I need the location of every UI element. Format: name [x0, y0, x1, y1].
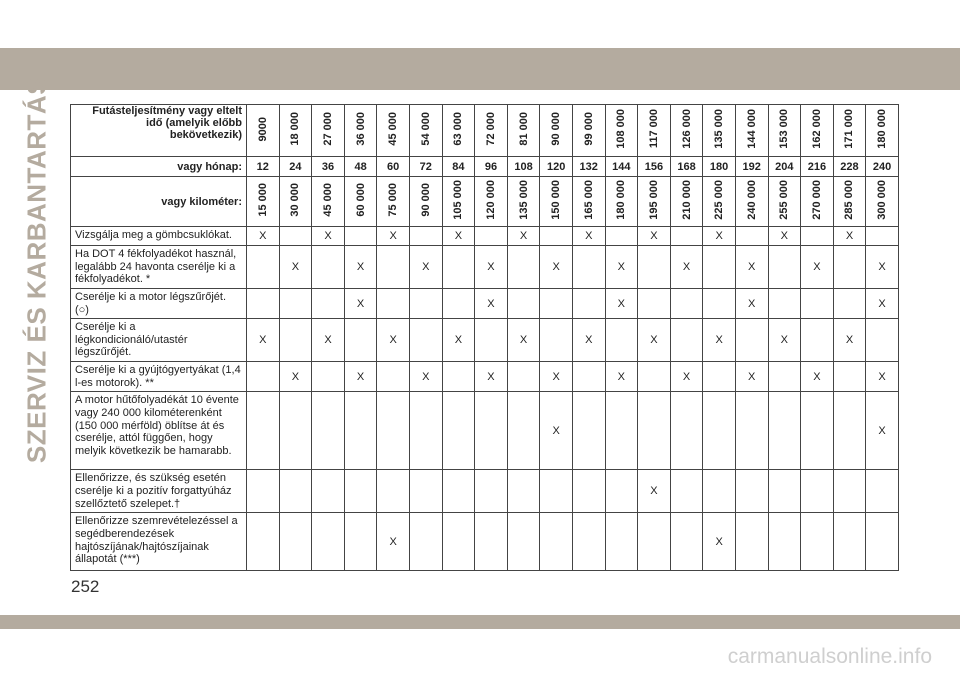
schedule-mark: [475, 513, 508, 571]
schedule-mark: X: [540, 246, 573, 289]
schedule-mark: [768, 246, 801, 289]
mileage-cell: [768, 105, 801, 157]
task-description: Vizsgálja meg a gömbcsuklókat.: [71, 227, 247, 246]
month-cell: 72: [409, 157, 442, 177]
schedule-mark: [605, 392, 638, 470]
mileage-cell: [866, 105, 899, 157]
schedule-mark: [442, 246, 475, 289]
month-cell: 24: [279, 157, 312, 177]
schedule-mark: [247, 392, 280, 470]
mileage-value: 153 000: [778, 109, 791, 149]
mileage-value: 162 000: [810, 109, 823, 149]
schedule-mark: [833, 513, 866, 571]
task-description: Cserélje ki a motor légszűrőjét. (○): [71, 288, 247, 318]
schedule-mark: [670, 470, 703, 513]
schedule-mark: [703, 246, 736, 289]
schedule-mark: [572, 246, 605, 289]
km-cell: [312, 177, 345, 227]
schedule-mark: [312, 392, 345, 470]
schedule-mark: [833, 362, 866, 392]
km-cell: [247, 177, 280, 227]
schedule-mark: [442, 513, 475, 571]
mileage-value: 90 000: [550, 112, 563, 146]
mileage-cell: [377, 105, 410, 157]
schedule-mark: [377, 362, 410, 392]
schedule-mark: [540, 513, 573, 571]
schedule-mark: [409, 392, 442, 470]
schedule-mark: [540, 470, 573, 513]
schedule-mark: [279, 227, 312, 246]
schedule-mark: [670, 288, 703, 318]
km-value: 300 000: [876, 180, 889, 220]
schedule-mark: [442, 362, 475, 392]
mileage-cell: [409, 105, 442, 157]
schedule-mark: [670, 392, 703, 470]
schedule-mark: X: [377, 227, 410, 246]
schedule-mark: [735, 470, 768, 513]
schedule-mark: X: [605, 246, 638, 289]
schedule-mark: X: [409, 362, 442, 392]
mileage-cell: [442, 105, 475, 157]
table-row: [71, 319, 899, 362]
km-cell: [866, 177, 899, 227]
schedule-mark: [475, 392, 508, 470]
schedule-mark: X: [409, 246, 442, 289]
watermark: carmanualsonline.info: [727, 645, 932, 668]
km-value: 15 000: [256, 183, 269, 217]
mileage-value: 18 000: [289, 112, 302, 146]
schedule-mark: [801, 288, 834, 318]
schedule-mark: X: [344, 362, 377, 392]
month-cell: 180: [703, 157, 736, 177]
schedule-mark: X: [572, 227, 605, 246]
km-value: 180 000: [615, 180, 628, 220]
schedule-mark: [833, 392, 866, 470]
km-cell: [377, 177, 410, 227]
schedule-mark: [507, 470, 540, 513]
schedule-mark: X: [801, 362, 834, 392]
schedule-mark: [507, 362, 540, 392]
schedule-mark: [442, 288, 475, 318]
mileage-cell: [475, 105, 508, 157]
schedule-mark: [279, 513, 312, 571]
schedule-mark: X: [703, 513, 736, 571]
schedule-mark: X: [638, 227, 671, 246]
schedule-mark: X: [638, 470, 671, 513]
task-description: Cserélje ki a légkondicionáló/utastér légszűrőjét.: [71, 319, 247, 362]
month-cell: 60: [377, 157, 410, 177]
schedule-mark: [572, 362, 605, 392]
section-title: [21, 76, 52, 464]
schedule-mark: [670, 513, 703, 571]
table-row: [71, 362, 899, 392]
km-cell: [409, 177, 442, 227]
schedule-mark: [735, 392, 768, 470]
schedule-mark: [572, 392, 605, 470]
schedule-mark: X: [735, 288, 768, 318]
month-cell: 96: [475, 157, 508, 177]
schedule-mark: [409, 227, 442, 246]
month-cell: 84: [442, 157, 475, 177]
mileage-value: 180 000: [876, 109, 889, 149]
table-row: [71, 470, 899, 513]
schedule-mark: [866, 227, 899, 246]
schedule-mark: [312, 288, 345, 318]
schedule-mark: [475, 227, 508, 246]
km-cell: [475, 177, 508, 227]
schedule-mark: [605, 513, 638, 571]
schedule-mark: X: [442, 227, 475, 246]
schedule-mark: X: [605, 288, 638, 318]
mileage-cell: [312, 105, 345, 157]
schedule-mark: X: [768, 227, 801, 246]
schedule-mark: [540, 319, 573, 362]
schedule-mark: X: [670, 362, 703, 392]
mileage-value: 36 000: [354, 112, 367, 146]
schedule-mark: [247, 288, 280, 318]
schedule-mark: [638, 362, 671, 392]
schedule-mark: [866, 470, 899, 513]
schedule-mark: [312, 362, 345, 392]
month-cell: 120: [540, 157, 573, 177]
schedule-mark: [638, 246, 671, 289]
schedule-mark: [442, 392, 475, 470]
top-band: [0, 48, 960, 90]
mileage-cell: [703, 105, 736, 157]
schedule-mark: [279, 392, 312, 470]
mileage-value: 54 000: [419, 112, 432, 146]
month-cell: 168: [670, 157, 703, 177]
mileage-value: 117 000: [647, 109, 660, 149]
schedule-mark: [377, 288, 410, 318]
schedule-mark: [833, 288, 866, 318]
schedule-mark: [344, 392, 377, 470]
month-cell: 228: [833, 157, 866, 177]
schedule-mark: X: [247, 319, 280, 362]
schedule-mark: [572, 513, 605, 571]
schedule-mark: [638, 288, 671, 318]
mileage-value: 135 000: [713, 109, 726, 149]
km-cell: [801, 177, 834, 227]
schedule-mark: [507, 513, 540, 571]
km-value: 165 000: [582, 180, 595, 220]
schedule-mark: [247, 362, 280, 392]
schedule-mark: [344, 513, 377, 571]
schedule-mark: X: [833, 319, 866, 362]
schedule-mark: X: [670, 246, 703, 289]
schedule-mark: [312, 246, 345, 289]
schedule-mark: [605, 470, 638, 513]
schedule-mark: [344, 470, 377, 513]
km-value: 255 000: [778, 180, 791, 220]
schedule-mark: X: [312, 227, 345, 246]
schedule-mark: [735, 513, 768, 571]
mileage-value: 171 000: [843, 109, 856, 149]
mileage-cell: [638, 105, 671, 157]
schedule-mark: [442, 470, 475, 513]
schedule-mark: X: [540, 362, 573, 392]
schedule-mark: X: [638, 319, 671, 362]
schedule-mark: X: [866, 392, 899, 470]
mileage-cell: [572, 105, 605, 157]
schedule-mark: X: [312, 319, 345, 362]
schedule-mark: [768, 362, 801, 392]
mileage-cell: [247, 105, 280, 157]
km-value: 240 000: [745, 180, 758, 220]
schedule-mark: [409, 319, 442, 362]
mileage-value: 9000: [256, 116, 269, 142]
km-cell: [833, 177, 866, 227]
schedule-mark: [605, 227, 638, 246]
schedule-mark: [833, 470, 866, 513]
km-value: 270 000: [810, 180, 823, 220]
schedule-mark: X: [377, 513, 410, 571]
schedule-mark: [768, 392, 801, 470]
mileage-value: 27 000: [321, 112, 334, 146]
header-row-km: [71, 177, 899, 227]
schedule-mark: X: [833, 227, 866, 246]
schedule-mark: X: [475, 362, 508, 392]
months-label: vagy hónap:: [71, 157, 247, 177]
schedule-mark: [279, 288, 312, 318]
task-description: Ellenőrizze, és szükség esetén cserélje ki a pozitív forgattyúház szellőztető szelepet.†: [71, 470, 247, 513]
km-cell: [540, 177, 573, 227]
mileage-value: 63 000: [452, 112, 465, 146]
schedule-mark: X: [768, 319, 801, 362]
mileage-value: 99 000: [582, 112, 595, 146]
mileage-value: 81 000: [517, 112, 530, 146]
schedule-mark: [409, 470, 442, 513]
schedule-mark: X: [866, 362, 899, 392]
km-value: 60 000: [354, 183, 367, 217]
month-cell: 36: [312, 157, 345, 177]
schedule-mark: [247, 246, 280, 289]
month-cell: 108: [507, 157, 540, 177]
km-cell: [638, 177, 671, 227]
schedule-mark: [507, 246, 540, 289]
table-row: [71, 288, 899, 318]
mileage-value: 45 000: [387, 112, 400, 146]
month-cell: 132: [572, 157, 605, 177]
month-cell: 192: [735, 157, 768, 177]
schedule-mark: [801, 513, 834, 571]
km-cell: [735, 177, 768, 227]
mileage-value: 108 000: [615, 109, 628, 149]
month-cell: 48: [344, 157, 377, 177]
km-label: vagy kilométer:: [71, 177, 247, 227]
km-value: 45 000: [321, 183, 334, 217]
table-row: [71, 246, 899, 289]
km-value: 225 000: [713, 180, 726, 220]
schedule-mark: X: [703, 319, 736, 362]
km-value: 120 000: [484, 180, 497, 220]
page-number: 252: [71, 577, 100, 596]
schedule-mark: [377, 470, 410, 513]
mileage-value: 126 000: [680, 109, 693, 149]
schedule-mark: [377, 392, 410, 470]
mileage-cell: [801, 105, 834, 157]
mileage-cell: [279, 105, 312, 157]
mileage-cell: [344, 105, 377, 157]
month-cell: 216: [801, 157, 834, 177]
table-row: [71, 392, 899, 470]
schedule-mark: X: [475, 246, 508, 289]
schedule-mark: X: [540, 392, 573, 470]
schedule-mark: [801, 319, 834, 362]
mileage-cell: [540, 105, 573, 157]
schedule-mark: [409, 288, 442, 318]
schedule-mark: [279, 319, 312, 362]
schedule-mark: [703, 392, 736, 470]
schedule-mark: [540, 288, 573, 318]
schedule-mark: X: [247, 227, 280, 246]
schedule-mark: X: [279, 362, 312, 392]
schedule-mark: X: [735, 362, 768, 392]
km-value: 105 000: [452, 180, 465, 220]
schedule-mark: [866, 513, 899, 571]
schedule-mark: [475, 319, 508, 362]
maintenance-schedule-table: [70, 104, 899, 571]
schedule-mark: X: [475, 288, 508, 318]
km-value: 210 000: [680, 180, 693, 220]
km-value: 135 000: [517, 180, 530, 220]
mileage-cell: [735, 105, 768, 157]
km-cell: [605, 177, 638, 227]
header-row-months: [71, 157, 899, 177]
month-cell: 204: [768, 157, 801, 177]
schedule-mark: [409, 513, 442, 571]
schedule-mark: [801, 392, 834, 470]
schedule-mark: [670, 227, 703, 246]
mileage-cell: [507, 105, 540, 157]
schedule-mark: [833, 246, 866, 289]
schedule-mark: X: [605, 362, 638, 392]
schedule-mark: X: [572, 319, 605, 362]
schedule-mark: [768, 470, 801, 513]
schedule-mark: [344, 227, 377, 246]
mileage-cell: [605, 105, 638, 157]
km-cell: [572, 177, 605, 227]
task-description: A motor hűtőfolyadékát 10 évente vagy 240 000 kilométerenként (150 000 mérföld) öblítse át és cserélje, attól függően, hogy melyik következik be hamarabb.: [71, 392, 247, 470]
km-cell: [507, 177, 540, 227]
schedule-mark: [801, 227, 834, 246]
schedule-mark: [247, 470, 280, 513]
task-description: Ellenőrizze szemrevételezéssel a segédberendezések hajtószíjának/hajtószíjainak állapotát (***): [71, 513, 247, 571]
schedule-mark: [638, 513, 671, 571]
mileage-value: 72 000: [484, 112, 497, 146]
mileage-cell: [833, 105, 866, 157]
schedule-mark: [768, 513, 801, 571]
schedule-mark: [279, 470, 312, 513]
header-label: Futásteljesítmény vagy eltelt idő (amelyik előbb bekövetkezik): [71, 105, 247, 157]
month-cell: 240: [866, 157, 899, 177]
task-description: Ha DOT 4 fékfolyadékot használ, legalább 24 havonta cserélje ki a fékfolyadékot. *: [71, 246, 247, 289]
month-cell: 156: [638, 157, 671, 177]
schedule-mark: [735, 319, 768, 362]
schedule-mark: [735, 227, 768, 246]
schedule-mark: X: [507, 319, 540, 362]
schedule-mark: [377, 246, 410, 289]
schedule-mark: [540, 227, 573, 246]
km-value: 30 000: [289, 183, 302, 217]
table-row: [71, 513, 899, 571]
km-cell: [703, 177, 736, 227]
km-cell: [442, 177, 475, 227]
bottom-band: [0, 615, 960, 629]
schedule-mark: [507, 392, 540, 470]
mileage-cell: [670, 105, 703, 157]
km-value: 195 000: [647, 180, 660, 220]
schedule-mark: [475, 470, 508, 513]
km-cell: [768, 177, 801, 227]
km-value: 90 000: [419, 183, 432, 217]
schedule-mark: [703, 470, 736, 513]
schedule-mark: X: [735, 246, 768, 289]
section-title-text: SZERVIZ ÉS KARBANTARTÁS: [21, 76, 52, 464]
km-value: 285 000: [843, 180, 856, 220]
header-row-miles: [71, 105, 899, 157]
task-description: Cserélje ki a gyújtógyertyákat (1,4 l-es motorok). **: [71, 362, 247, 392]
schedule-mark: [247, 513, 280, 571]
schedule-mark: [670, 319, 703, 362]
schedule-mark: [312, 470, 345, 513]
schedule-mark: X: [279, 246, 312, 289]
schedule-mark: [638, 392, 671, 470]
schedule-mark: [768, 288, 801, 318]
table-row: [71, 227, 899, 246]
schedule-mark: X: [507, 227, 540, 246]
schedule-mark: X: [801, 246, 834, 289]
km-cell: [670, 177, 703, 227]
schedule-mark: [572, 470, 605, 513]
schedule-mark: [572, 288, 605, 318]
schedule-mark: [605, 319, 638, 362]
schedule-mark: [703, 288, 736, 318]
schedule-mark: X: [344, 246, 377, 289]
schedule-mark: X: [866, 288, 899, 318]
schedule-mark: [703, 362, 736, 392]
km-cell: [344, 177, 377, 227]
schedule-mark: X: [442, 319, 475, 362]
km-value: 75 000: [387, 183, 400, 217]
schedule-mark: X: [703, 227, 736, 246]
schedule-mark: X: [344, 288, 377, 318]
schedule-mark: X: [377, 319, 410, 362]
mileage-value: 144 000: [745, 109, 758, 149]
schedule-mark: [801, 470, 834, 513]
km-value: 150 000: [550, 180, 563, 220]
month-cell: 12: [247, 157, 280, 177]
schedule-mark: [344, 319, 377, 362]
schedule-mark: [312, 513, 345, 571]
schedule-mark: [507, 288, 540, 318]
km-cell: [279, 177, 312, 227]
month-cell: 144: [605, 157, 638, 177]
schedule-mark: [866, 319, 899, 362]
schedule-mark: X: [866, 246, 899, 289]
